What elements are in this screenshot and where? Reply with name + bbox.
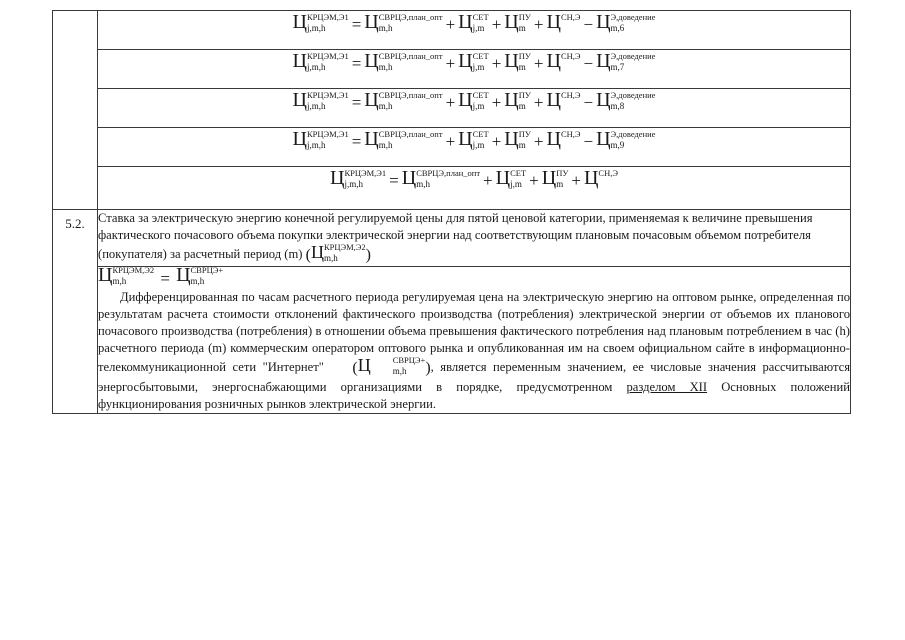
formula-term: Ц СН,Э bbox=[546, 128, 581, 150]
formula-term: Ц СЕТ j,m bbox=[458, 50, 489, 72]
formula-term: Ц СВРЦЭ,план_опт m,h bbox=[364, 128, 443, 150]
section-52-heading-row bbox=[53, 210, 851, 267]
formula-term: Ц СН,Э bbox=[546, 11, 581, 33]
section-52-body-row bbox=[53, 267, 851, 414]
formula-operator: + bbox=[483, 170, 493, 190]
formula-term: Ц СН,Э bbox=[546, 89, 581, 111]
formula-operator: = bbox=[351, 14, 362, 34]
formula-term: Ц СВРЦЭ,план_опт m,h bbox=[364, 89, 443, 111]
formula-term: Ц СН,Э bbox=[546, 50, 581, 72]
formula-operator: + bbox=[491, 53, 502, 73]
formula-operator: − bbox=[583, 92, 594, 112]
formula-cell bbox=[98, 50, 851, 89]
formula-cell bbox=[98, 128, 851, 167]
formula-last bbox=[330, 167, 618, 192]
formula-operator: + bbox=[533, 92, 544, 112]
formula-term: Ц Э,доведение m,8 bbox=[596, 89, 656, 111]
formula-term: Ц КРЦЭМ,Э1 j,m,h bbox=[292, 50, 349, 72]
regulation-table bbox=[52, 10, 851, 414]
formula-operator: + bbox=[445, 53, 456, 73]
formula-term: Ц СВРЦЭ,план_опт m,h bbox=[364, 11, 443, 33]
formula-operator: = bbox=[351, 131, 362, 151]
section-heading-text: Ставка за электрическую энергию конечной регулируемой цены для пятой ценовой категории, применяемая к величине превышения фактического почасового объема покупки электрической энергии над соответствующим плановым почасовым объемом потребителя (покупателя) за расчетный период (m) bbox=[98, 211, 813, 261]
number-cell-empty bbox=[53, 11, 98, 210]
formula-row bbox=[53, 128, 851, 167]
heading-symbol: (Ц КРЦЭМ,Э2 m,h ) bbox=[305, 242, 371, 264]
section-formula: Ц КРЦЭМ,Э2 m,h = Ц СВРЦЭ+ m,h bbox=[98, 264, 224, 288]
formula-operator: + bbox=[445, 92, 456, 112]
formula-term: Ц СВРЦЭ,план_опт m,h bbox=[364, 50, 443, 72]
formula-operator: + bbox=[491, 131, 502, 151]
formula-term: Ц ПУ m bbox=[504, 128, 531, 150]
section-heading-cell bbox=[98, 210, 851, 267]
formula-term: Ц СН,Э bbox=[583, 167, 618, 189]
formula-operator: + bbox=[491, 92, 502, 112]
formula-term: Ц СЕТ j,m bbox=[495, 167, 527, 189]
formula-term: Ц КРЦЭМ,Э1 j,m,h bbox=[292, 128, 349, 150]
formula-term: Ц КРЦЭМ,Э1 j,m,h bbox=[292, 11, 349, 33]
formula-term: Ц ПУ m bbox=[504, 11, 531, 33]
section-xii-link[interactable]: разделом XII bbox=[626, 380, 708, 395]
formula-term: Ц ПУ m bbox=[541, 167, 569, 189]
formula-row bbox=[53, 167, 851, 210]
section-body-cell bbox=[98, 264, 851, 414]
section-description: Дифференцированная по часам расчетного периода регулируемая цена на электрическую энергию на оптовом рынке, определенная по результатам расчета стоимости отклонений фактического производства (потребления) электрической энергии от объемов их планового почасового производства (потребления) в отношении объема превышения фактического потребления над плановым потреблением в час (h) расчетного периода (m) коммерческим оператором оптового рынка и опубликованная им на своем официальном сайте в информационно-телекоммуникационной сети "Интернет" (Ц СВРЦЭ+ m,h ), является переменным значением, ее числовые значения рассчитываются энергосбытовыми, энергоснабжающими организациями в порядке, предусмотренном разделом XII Основных положений функционирования розничных рынков электрической энергии. bbox=[98, 290, 850, 412]
formula-term: Ц СВРЦЭ,план_опт m,h bbox=[401, 167, 481, 189]
formula-operator: = bbox=[351, 92, 362, 112]
formula-term: Ц Э,доведение m,6 bbox=[596, 11, 656, 33]
formula-term: Ц ПУ m bbox=[504, 89, 531, 111]
formula-term: Ц Э,доведение m,7 bbox=[596, 50, 656, 72]
formula-operator: + bbox=[445, 14, 456, 34]
formula-term: Ц СЕТ j,m bbox=[458, 128, 489, 150]
formula-operator: = bbox=[351, 53, 362, 73]
formula-operator: − bbox=[583, 53, 594, 73]
formula-operator: + bbox=[445, 131, 456, 151]
formula-row bbox=[53, 89, 851, 128]
formula-operator: + bbox=[533, 131, 544, 151]
formula-term: Ц КРЦЭМ,Э1 j,m,h bbox=[292, 89, 349, 111]
formula-term: Ц Э,доведение m,9 bbox=[596, 128, 656, 150]
formula-operator: − bbox=[583, 14, 594, 34]
formula-operator: + bbox=[533, 14, 544, 34]
formula-operator: + bbox=[491, 14, 502, 34]
formula-cell bbox=[98, 11, 851, 50]
formula bbox=[293, 89, 656, 114]
description-symbol: (Ц СВРЦЭ+ m,h ) bbox=[352, 355, 431, 377]
formula bbox=[293, 128, 656, 153]
formula-row bbox=[53, 50, 851, 89]
formula-operator: + bbox=[571, 170, 581, 190]
section-number: 5.2. bbox=[65, 216, 85, 231]
formula-term: Ц ПУ m bbox=[504, 50, 531, 72]
formula-row bbox=[53, 11, 851, 50]
formula-cell bbox=[98, 89, 851, 128]
formula-cell bbox=[98, 167, 851, 210]
formula bbox=[293, 50, 656, 75]
formula-term: Ц СЕТ j,m bbox=[458, 11, 489, 33]
section-number-cell bbox=[53, 210, 98, 414]
section-heading bbox=[98, 210, 850, 266]
formula-term: Ц КРЦЭМ,Э1 j,m,h bbox=[330, 167, 387, 189]
formula-operator: + bbox=[533, 53, 544, 73]
formula-term: Ц СЕТ j,m bbox=[458, 89, 489, 111]
formula-operator: = bbox=[389, 170, 399, 190]
formula bbox=[293, 11, 656, 36]
formula-operator: − bbox=[583, 131, 594, 151]
formula-operator: + bbox=[529, 170, 539, 190]
